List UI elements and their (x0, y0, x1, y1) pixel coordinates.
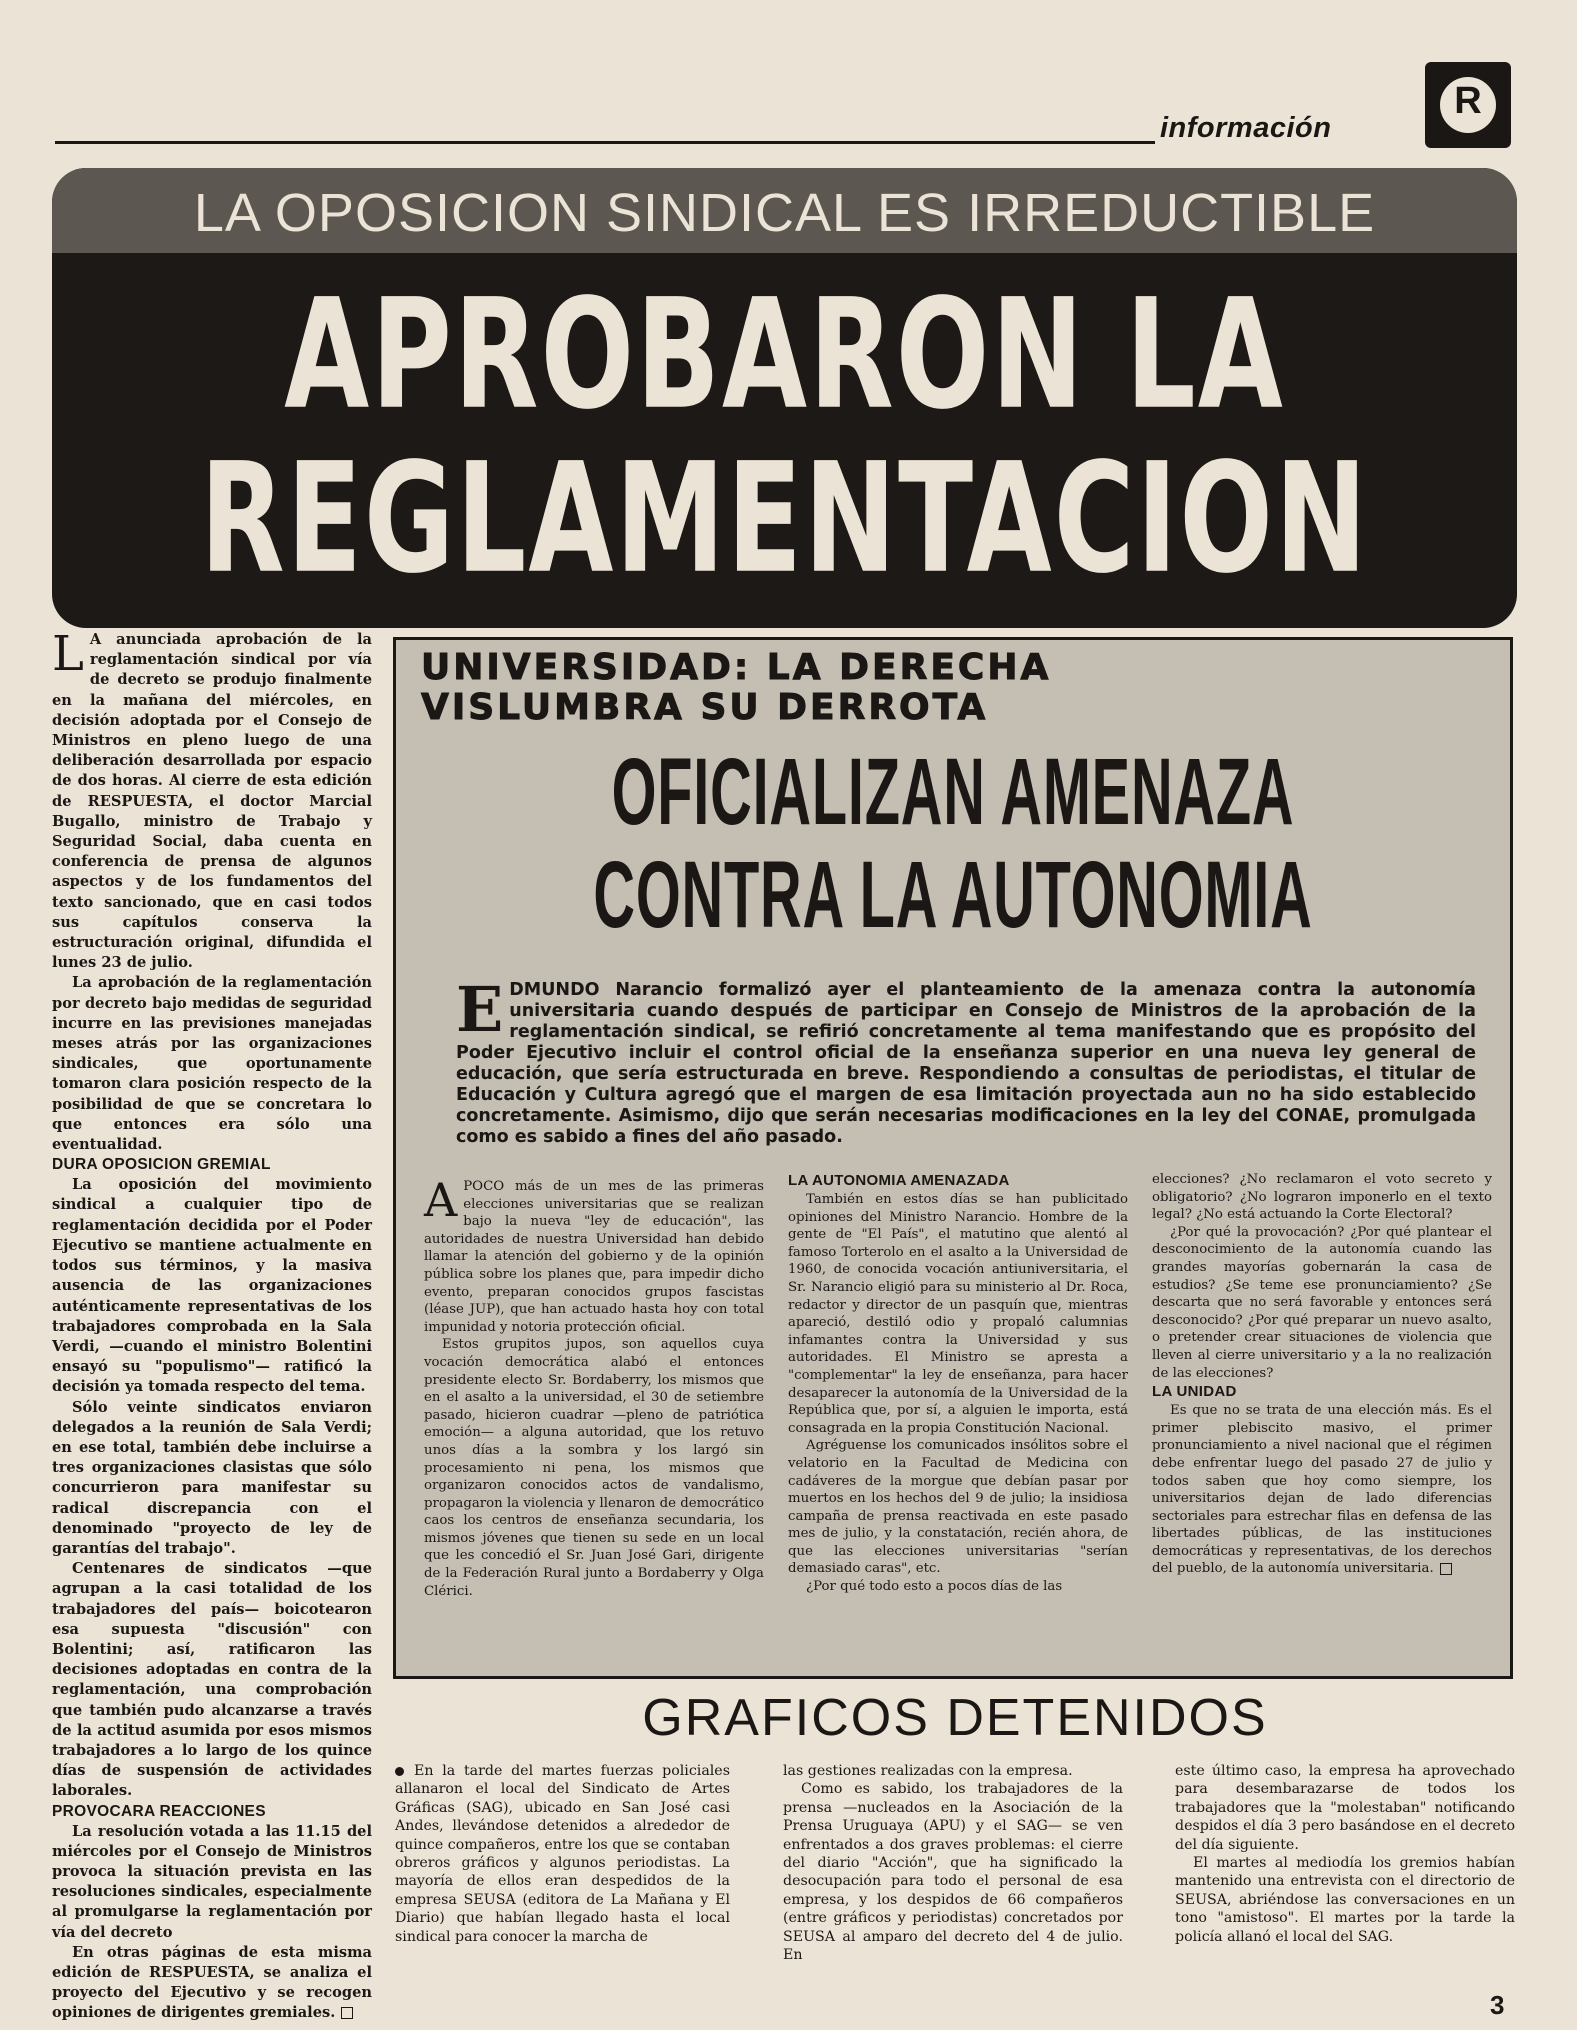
box-headline-line1: OFICIALIZAN AMENAZA (611, 738, 1295, 845)
left-article-text: En otras páginas de esta misma edición de RESPUESTA, se analiza el proyecto del Ejecutivo y se recogen opiniones de dirigentes gremiales. (52, 1943, 372, 2022)
left-article-para: La aprobación de la reglamentación por decreto bajo medidas de seguridad incurre en las previsiones manejadas meses atrás por las organizaciones sindicales, que oportunamente tomaron clara posición respecto de la posibilidad de que se concretara lo que entonces era sólo una eventualidad. (52, 974, 372, 1154)
dropcap: L (52, 626, 84, 682)
graficos-para: este último caso, la empresa ha aprovechado para desembarazarse de todos los trabajadores que la "molestaban" notificando despidos el día 3 pero basándose en el decreto del día siguiente. (1175, 1763, 1515, 1853)
end-mark-icon (341, 2007, 353, 2019)
subheading: LA UNIDAD (1152, 1383, 1237, 1401)
graficos-para (395, 1762, 730, 1946)
box-para: Estos grupitos jupos, son aquellos cuya vocación democrática alabó el entonces presidente electo Sr. Bordaberry, los mismos que en el asalto a la universidad, el 30 de setiembre pasado, hicieron cuadrar —pleno de patriótica emoción— a alguna autoridad, que los retuvo unos días a la sombra y los largó sin procesamiento ni pena, los mismos que organizaron conocidos actos de vandalismo, propagaron la violencia y llenaron de democrático caos los centros de enseñanza secundaria, los mismos jóvenes que tienen su sede en un local que les concedió el Sr. Juan José Gari, dirigente de la Federación Rural junto a Bordaberry y Olga Clérici. (424, 1337, 764, 1599)
box-para-text: Es que no se trata de una elección más. Es el primer plebiscito masivo, el primer pronunciamiento a nivel nacional que el régimen debe enfrentar luego del pasado 27 de julio y todos saben que hoy como siempre, los universitarios dejan de lado diferencias sectoriales para estrechar filas en defensa de las libertades públicas, de las instituciones democráticas y representativas, de los derechos del pueblo, de la autonomía universitaria. (1152, 1403, 1492, 1577)
box-kicker-line1: UNIVERSIDAD: LA DERECHA (421, 647, 1052, 688)
graficos-column-2 (783, 1762, 1123, 1964)
graficos-column-1 (395, 1762, 730, 1946)
left-article (52, 626, 372, 2024)
bullet-icon (395, 1767, 404, 1776)
box-para: elecciones? ¿No reclamaron el voto secreto y obligatorio? ¿No lograron imponerlo en el texto legal? ¿No está actuando la Corte Electoral? (1152, 1172, 1492, 1223)
subheading: PROVOCARA REACCIONES (52, 1802, 266, 1820)
left-article-para: Centenares de sindicatos —que agrupan a la casi totalidad de los trabajadores del país— boicotearon esa supuesta "discusión" con Bolentini; así, ratificaron las decisiones adoptadas en contra de la reglamentación, una comprobación que también pudo alcanzarse a través de la actitud asumida por esos mismos trabajadores a lo largo de los quince días de suspensión de actividades laborales. (52, 1560, 372, 1800)
box-kicker (421, 648, 1051, 728)
box-para (1152, 1402, 1492, 1578)
headline-banner (52, 168, 1517, 628)
box-para (424, 1173, 764, 1336)
subheading: DURA OPOSICION GREMIAL (52, 1156, 271, 1174)
box-para-text: POCO más de un mes de las primeras elecciones universitarias que se realizan bajo la nueva "ley de educación", las autoridades de nuestra Universidad han debido llamar la atención del gobierno y de la opinión pública sobre los planes que, para impedir dicho evento, preparan conocidos grupos fascistas (léase JUP), que han actuado hasta hoy con total impunidad y notoria protección oficial. (424, 1179, 764, 1335)
box-lead-paragraph (456, 973, 1476, 1148)
box-para: También en estos días se han publicitado opiniones del Ministro Narancio. Hombre de la gente de "El País", el matutino que alentó al famoso Torterolo en el asalto a la Universidad de 1960, de conocida vocación antiuniversitaria, el Sr. Narancio eligió para su ministerio al Dr. Roca, redactor y director de un pasquín que, mientras apareció, destiló odio y propaló calumnias infamantes contra la Universidad y sus autoridades. El Ministro se apresta a "complementar" la ley de enseñanza, para hacer desaparecer la autonomía de la Universidad de la República que, por sí, a alguien le importa, está consagrada en la propia Constitución Nacional. (788, 1192, 1128, 1436)
box-column-1 (424, 1173, 764, 1600)
page-number: 3 (1490, 1990, 1505, 2020)
subheading: LA AUTONOMIA AMENAZADA (788, 1172, 1010, 1189)
graficos-headline: GRAFICOS DETENIDOS (642, 1689, 1268, 1747)
main-headline-line1: APROBARON LA (284, 266, 1285, 443)
end-mark-icon (1440, 1563, 1452, 1575)
header-rule (55, 141, 1155, 144)
box-para: ¿Por qué todo esto a pocos días de las (806, 1579, 1063, 1595)
box-para: Agréguense los comunicados insólitos sobre el velatorio en la Facultad de Medicina con cadáveres de la morgue que debían pasar por muertos en los hechos del 9 de julio; la insidiosa campaña de prensa reactivada en este pasado mes de julio, y la constatación, recién ahora, de que las elecciones universitarias "serían demasiado caras", etc. (788, 1438, 1128, 1577)
graficos-para: Como es sabido, los trabajadores de la prensa —nucleados en la Asociación de la Prensa Uruguaya (APU) y el SAG— se ven enfrentados a dos graves problemas: el cierre del diario "Acción", que ha significado la desocupación para todo el personal de esa empresa, y los despidos de 66 compañeros (entre gráficos y periodistas) concretados por SEUSA al amparo del decreto del 4 de julio. En (783, 1781, 1123, 1964)
logo-letter: R (1454, 80, 1482, 122)
left-article-para: La oposición del movimiento sindical a cualquier tipo de reglamentación decidida por el Poder Ejecutivo se mantiene actualmente en todos sus términos, y la masiva ausencia de las organizaciones auténticamente representativas de los trabajadores comprobada en la Sala Verdi, —cuando el ministro Bolentini ensayó su "populismo"— ratificó la decisión ya tomada respecto del tema. (52, 1176, 372, 1396)
section-label: información (1160, 112, 1332, 144)
left-article-text: A anunciada aprobación de la reglamentación sindical por vía de decreto se produjo finalmente en la mañana del miércoles, en decisión adoptada por el Consejo de Ministros en pleno luego de una deliberación desarrollada por espacio de dos horas. Al cierre de esta edición de RESPUESTA, el doctor Marcial Bugallo, ministro de Trabajo y Seguridad Social, daba cuenta en conferencia de prensa de algunos aspectos y de los fundamentos del texto sancionado, que en casi todos sus capítulos conserva la estructuración original, difundida el lunes 23 de julio. (52, 631, 372, 972)
box-para: ¿Por qué la provocación? ¿Por qué plantear el desconocimiento de la autonomía cuando las grandes mayorías gobernarán la casa de estudios? ¿Se teme ese pronunciamiento? ¿Se descarta que no será favorable y entonces será desconocido? ¿Por qué preparar un nuevo asalto, o pretender crear situaciones de violencia que lleven al cierre universitario y a la no realización de las elecciones? (1152, 1224, 1492, 1381)
banner-kicker: LA OPOSICION SINDICAL ES IRREDUCTIBLE (193, 183, 1376, 243)
box-column-2 (788, 1171, 1128, 1596)
box-column-3 (1152, 1171, 1492, 1578)
publication-logo (1425, 62, 1511, 148)
dropcap: A (424, 1173, 458, 1227)
graficos-column-3 (1175, 1762, 1515, 1946)
box-lead-text: DMUNDO Narancio formalizó ayer el planteamiento de la amenaza contra la autonomía universitaria cuando después de participar en Consejo de Ministros de la aprobación de la reglamentación sindical, se refirió concretamente al tema manifestando que es propósito del Poder Ejecutivo incluir el control oficial de la enseñanza superior en una nueva ley general de educación, que sería estructurada en breve. Respondiendo a consultas de periodistas, el titular de Educación y Cultura agregó que el margen de esa limitación proyectada aun no ha sido establecido concretamente. Asimismo, dijo que serán necesarias modificaciones en la ley del CONAE, promulgada como es sabido a fines del año pasado. (456, 980, 1476, 1147)
left-article-para (52, 626, 372, 973)
graficos-para: las gestiones realizadas con la empresa. (783, 1763, 1073, 1779)
graficos-para-text: En la tarde del martes fuerzas policiales allanaron el local del Sindicato de Artes Gráficas (SAG), ubicado en San José casi Andes, llevándose detenidos a alrededor de quince compañeros, entre los que se contaban obreros gráficos y algunos periodistas. La mayoría de ellos eran despedidos de la empresa SEUSA (editora de La Mañana y El Diario) que habían llegado hasta el local sindical para conocer la marcha de (395, 1763, 730, 1945)
dropcap: E (456, 973, 504, 1046)
left-article-para: Sólo veinte sindicatos enviaron delegados a la reunión de Sala Verdi; en ese total, también debe incluirse a tres organizaciones clasistas que sólo concurrieron para manifestar su radical discrepancia con el denominado "proyecto de ley de garantías del trabajo". (52, 1398, 372, 1557)
main-headline-line2: REGLAMENTACION (200, 430, 1369, 607)
left-article-para: La resolución votada a las 11.15 del miércoles por el Consejo de Ministros provoca la situación prevista en las resoluciones sindicales, especialmente al promulgarse la reglamentación por vía del decreto (52, 1822, 372, 1941)
box-kicker-line2: VISLUMBRA SU DERROTA (421, 687, 989, 728)
box-headline-line2: CONTRA LA AUTONOMIA (593, 841, 1313, 948)
left-article-para (52, 1943, 372, 2024)
graficos-para: El martes al mediodía los gremios habían mantenido una entrevista con el directorio de SEUSA, abriéndose las conversaciones en un tono "amistoso". El martes por la tarde la policía allanó el local del SAG. (1175, 1855, 1515, 1945)
university-article-box (393, 637, 1513, 1679)
